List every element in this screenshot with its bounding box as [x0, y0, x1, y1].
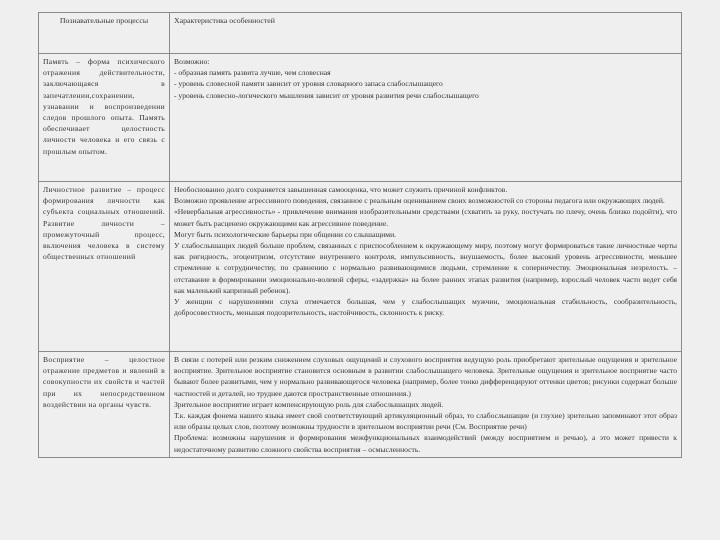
feature-line: - уровень словесной памяти зависит от уровня словарного запаса слабослышащего: [174, 79, 443, 89]
feature-line: У слабослышащих людей больше проблем, связанных с приспособлением к окружающему миру, поэтому могут формироваться такие личностные черты как ригидность, эгоцентризм, отсутствие внутреннего контроля, импульсивность, внушаемость, более высокий уровень агрессивности, меньшее стремление к сотрудничеству, по сравнению с нормально развивающимися людьми, стремление к соперничеству. Эмоциональная незрелость. – отставание в формировании эмоционально-волевой сферы, «задержка» на более ранних этапах развития (например, взрослый человек часто ведет себя как маленький капризный ребенок).: [174, 241, 677, 295]
header-process: Познавательные процессы: [39, 13, 170, 54]
feature-line: - уровень словесно-логического мышления зависит от уровня развития речи слабослышащего: [174, 90, 479, 100]
features-cell-personality: [170, 182, 682, 352]
process-cell-personality: Личностное развитие – процесс формирования личности как субъекта социальных отношений. Развитие личности – промежуточный процесс, включения человека в систему общественных отношений: [39, 182, 170, 352]
feature-line: Могут быть психологические барьеры при общении со слышащими.: [174, 229, 397, 239]
table-row-personality: [39, 182, 682, 352]
features-cell-memory: [170, 54, 682, 182]
feature-line: У женщин с нарушениями слуха отмечается большая, чем у слабослышащих мужчин, эмоциональная стабильность, сообразительность, добросовестность, меньшая подозрительность, настойчивость, склонность к риску.: [174, 297, 677, 318]
feature-line: Возможно:: [174, 57, 210, 66]
characteristics-table: [38, 12, 682, 458]
table-row-memory: [39, 54, 682, 182]
feature-line: Зрительное восприятие играет компенсирующую роль для слабослышащих людей.: [174, 399, 444, 409]
features-cell-perception: [170, 352, 682, 458]
feature-line: - образная память развита лучше, чем словесная: [174, 68, 331, 78]
feature-line: Т.к. каждая фонема нашего языка имеет свой соответствующий артикуляционный образ, то слабослышащие (и глухие) зрительно запоминают этот образ или образы целых слов, поэтому возможны трудности в зрительном восприятии речи (См. Восприятие речи): [174, 411, 677, 432]
header-features: Характеристика особенностей: [170, 13, 682, 54]
feature-line: В связи с потерей или резким снижением слуховых ощущений и слухового восприятия ведущую роль приобретают зрительные ощущения и зрительное восприятие. Зрительное восприятие становится основным в развитии слабослышащего человека. Зрительные ощущения и зрительное восприятие часто бывают более развитыми, чем у нормально развивающегося человека (например, более тонко дифференцируют оттенки цветов; рисунки содержат больше частностей и деталей, но труднее даются пространственные отношения.): [174, 355, 677, 398]
feature-line: Возможно проявление агрессивного поведения, связанное с реальным оцениванием своих возможностей со стороны педагога или окружающих людей.: [174, 196, 665, 206]
feature-line: Необоснованно долго сохраняется завышенная самооценка, что может служить причиной конфликтов.: [174, 185, 508, 194]
feature-line: Проблема: возможны нарушения и формирования межфункциональных взаимодействий (между восприятием и речью), а это может привести к недостаточному развитию сложного свойства восприятия – осмысленность.: [174, 433, 677, 454]
table-header-row: [39, 13, 682, 54]
feature-line: «Невербальная агрессивность» - привлечение внимания изобразительными средствами (схватить за руку, постучать по плечу, очень близко подойти), что может быть расценено окружающими как агрессивное поведение.: [174, 207, 677, 228]
document-page: [38, 12, 682, 536]
table-row-perception: [39, 352, 682, 458]
process-cell-memory: Память – форма психического отражения действительности, заключающаяся в запечатлении,сохранении, узнавании и воспроизведении следов прошлого опыта. Память обеспечивает целостность личности человека и его связь с прошлым опытом.: [39, 54, 170, 182]
process-cell-perception: Восприятие – целостное отражение предметов и явлений в совокупности их свойств и частей при их непосредственном воздействии на органы чувств.: [39, 352, 170, 458]
